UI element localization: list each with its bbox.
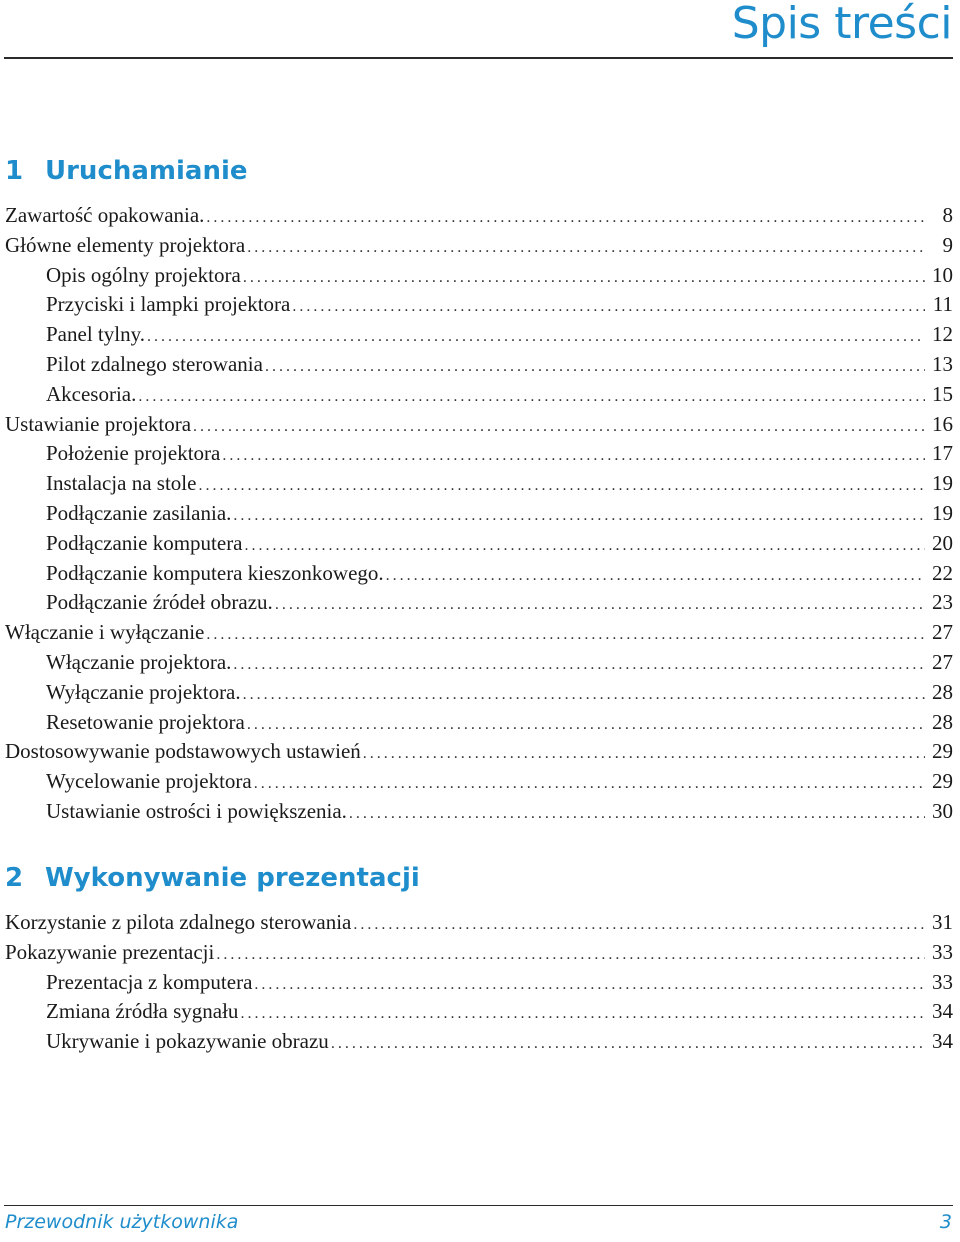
- toc-entry[interactable]: [5, 1027, 953, 1057]
- toc-entry-page: 9: [942, 232, 953, 257]
- dot-leader: [247, 710, 925, 740]
- toc-entry[interactable]: [5, 231, 953, 261]
- toc-entry-page: 28: [932, 679, 953, 704]
- toc-entry-label: Podłączanie źródeł obrazu.: [46, 590, 273, 615]
- toc-entry-label: Prezentacja z komputera: [46, 969, 253, 994]
- toc-entry-label: Instalacja na stole: [46, 471, 197, 496]
- dot-leader: [233, 650, 925, 680]
- dot-leader: [247, 233, 925, 263]
- toc-entry[interactable]: [5, 320, 953, 350]
- toc-entry-page: 34: [932, 999, 953, 1024]
- toc-entry-label: Zmiana źródła sygnału: [46, 999, 239, 1024]
- dot-leader: [275, 590, 925, 620]
- toc-entry[interactable]: [5, 908, 953, 938]
- toc-entry-label: Zawartość opakowania.: [5, 203, 205, 227]
- toc-entry-label: Akcesoria.: [46, 381, 137, 406]
- chapter-number: 2: [5, 863, 24, 893]
- toc-entry[interactable]: [5, 588, 953, 618]
- title-rule: [4, 57, 953, 59]
- toc-entry-label: Włączanie i wyłączanie: [5, 620, 205, 645]
- toc-entry[interactable]: [5, 968, 953, 998]
- toc-entry-page: 22: [932, 560, 953, 585]
- toc-entry-page: 11: [932, 292, 953, 317]
- dot-leader: [265, 352, 925, 382]
- toc-entry-page: 31: [932, 910, 953, 934]
- toc-entry-page: 33: [932, 939, 953, 964]
- toc-entry[interactable]: [5, 469, 953, 499]
- toc-entry[interactable]: [5, 410, 953, 440]
- toc-entry[interactable]: [5, 938, 953, 968]
- toc-entry-page: 13: [932, 351, 953, 376]
- toc-entry-page: 19: [932, 471, 953, 496]
- toc-entry-label: Przyciski i lampki projektora: [46, 292, 291, 317]
- footer-page-number: 3: [939, 1211, 952, 1233]
- dot-leader: [206, 203, 925, 233]
- toc-entry-label: Pokazywanie prezentacji: [5, 939, 215, 964]
- dot-leader: [363, 739, 925, 769]
- chapter-title: Wykonywanie prezentacji: [45, 863, 420, 893]
- dot-leader: [243, 263, 925, 293]
- toc-entry-label: Podłączanie zasilania.: [46, 500, 232, 525]
- toc-entry-page: 19: [932, 500, 953, 525]
- toc-entry-page: 27: [932, 620, 953, 645]
- toc-entry-page: 33: [932, 969, 953, 994]
- toc-entry-label: Opis ogólny projektora: [46, 262, 241, 287]
- toc-entry-page: 23: [932, 590, 953, 615]
- toc-entry[interactable]: [5, 439, 953, 469]
- toc-entry-label: Podłączanie komputera kieszonkowego.: [46, 560, 384, 585]
- toc-entry-label: Panel tylny.: [46, 322, 145, 347]
- chapter-heading: [5, 860, 953, 896]
- dot-leader: [233, 501, 925, 531]
- dot-leader: [198, 471, 925, 501]
- toc-entry-page: 30: [932, 798, 953, 823]
- toc-entry-page: 16: [932, 411, 953, 436]
- dot-leader: [147, 322, 925, 352]
- toc-entry[interactable]: [5, 529, 953, 559]
- footer-rule: [4, 1205, 953, 1206]
- dot-leader: [206, 620, 925, 650]
- dot-leader: [292, 292, 925, 322]
- toc-entry-page: 29: [932, 739, 953, 764]
- toc-entry-list: [5, 908, 953, 1057]
- toc-entry-page: 12: [932, 322, 953, 347]
- toc-entry[interactable]: [5, 678, 953, 708]
- toc-entry-label: Resetowanie projektora: [46, 709, 245, 734]
- toc-entry-page: 17: [932, 441, 953, 466]
- toc-entry-label: Ukrywanie i pokazywanie obrazu: [46, 1029, 329, 1054]
- toc-entry-page: 8: [942, 203, 953, 227]
- toc-entry-list: [5, 201, 953, 827]
- toc-entry-page: 29: [932, 769, 953, 794]
- dot-leader: [331, 1029, 925, 1059]
- dot-leader: [193, 412, 925, 442]
- toc-entry[interactable]: [5, 708, 953, 738]
- toc-entry[interactable]: [5, 559, 953, 589]
- toc-entry-page: 28: [932, 709, 953, 734]
- toc-entry[interactable]: [5, 350, 953, 380]
- dot-leader: [245, 531, 925, 561]
- toc-entry[interactable]: [5, 648, 953, 678]
- toc-entry-page: 20: [932, 530, 953, 555]
- toc-entry-page: 10: [932, 262, 953, 287]
- dot-leader: [222, 441, 925, 471]
- dot-leader: [243, 680, 925, 710]
- toc-entry-label: Ustawianie projektora: [5, 411, 192, 436]
- toc-entry-label: Wyłączanie projektora.: [46, 679, 241, 704]
- dot-leader: [240, 999, 925, 1029]
- dot-leader: [216, 940, 925, 970]
- dot-leader: [353, 910, 925, 940]
- dot-leader: [254, 970, 925, 1000]
- toc-entry[interactable]: [5, 737, 953, 767]
- dot-leader: [386, 561, 925, 591]
- toc-entry-label: Dostosowywanie podstawowych ustawień: [5, 739, 361, 764]
- toc-entry-label: Główne elementy projektora: [5, 232, 246, 257]
- chapter-2: [5, 860, 953, 1057]
- chapter-heading: [5, 153, 953, 189]
- toc-entry-label: Korzystanie z pilota zdalnego sterowania: [5, 910, 352, 934]
- toc-entry-label: Ustawianie ostrości i powiększenia.: [46, 798, 347, 823]
- toc-entry-page: 15: [932, 381, 953, 406]
- toc-entry[interactable]: [5, 767, 953, 797]
- toc-entry[interactable]: [5, 261, 953, 291]
- toc-entry-label: Pilot zdalnego sterowania: [46, 351, 263, 376]
- toc-entry-label: Włączanie projektora.: [46, 649, 232, 674]
- toc-entry[interactable]: [5, 201, 953, 231]
- toc-entry[interactable]: [5, 997, 953, 1027]
- toc-entry-label: Wycelowanie projektora: [46, 769, 252, 794]
- footer-guide-name: Przewodnik użytkownika: [5, 1211, 239, 1233]
- toc-entry[interactable]: [5, 797, 953, 827]
- toc-entry[interactable]: [5, 380, 953, 410]
- toc-entry[interactable]: [5, 290, 953, 320]
- toc-entry-label: Podłączanie komputera: [46, 530, 243, 555]
- toc-entry[interactable]: [5, 499, 953, 529]
- toc-entry-page: 34: [932, 1029, 953, 1054]
- chapter-title: Uruchamianie: [45, 156, 248, 186]
- toc-entry-page: 27: [932, 649, 953, 674]
- toc-entry[interactable]: [5, 618, 953, 648]
- dot-leader: [138, 382, 925, 412]
- chapter-1: [5, 153, 953, 827]
- toc-entry-label: Położenie projektora: [46, 441, 221, 466]
- chapter-number: 1: [5, 156, 24, 186]
- dot-leader: [349, 799, 925, 829]
- page-title: Spis treści: [731, 0, 952, 49]
- dot-leader: [254, 769, 925, 799]
